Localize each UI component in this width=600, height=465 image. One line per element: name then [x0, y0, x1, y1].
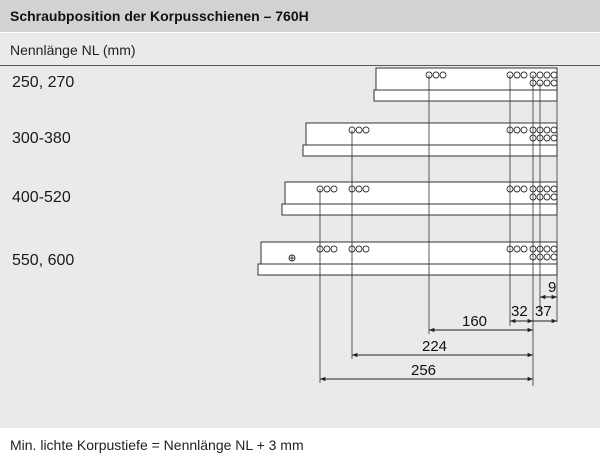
row-label-250-270: 250, 270	[12, 74, 75, 91]
dimension-37-label: 37	[535, 303, 552, 320]
row-label-300-380: 300-380	[12, 130, 71, 147]
dimension-labels	[411, 279, 556, 379]
dimension-9-label: 9	[548, 279, 557, 296]
dimension-32-label: 32	[511, 303, 528, 320]
row-label-550-600: 550, 600	[12, 252, 75, 269]
dimension-256-label: 256	[411, 362, 437, 379]
page-title: Schraubposition der Korpusschienen – 760H	[10, 8, 309, 24]
dimension-224-label: 224	[422, 338, 448, 355]
dimension-160-label: 160	[462, 313, 488, 330]
footer-note: Min. lichte Korpustiefe = Nennlänge NL + 3 mm	[10, 437, 304, 453]
nominal-length-header: Nennlänge NL (mm)	[10, 42, 136, 58]
row-label-400-520: 400-520	[12, 189, 71, 206]
runner-rail-250-270	[374, 68, 557, 101]
runner-rail-400-520	[282, 182, 557, 215]
